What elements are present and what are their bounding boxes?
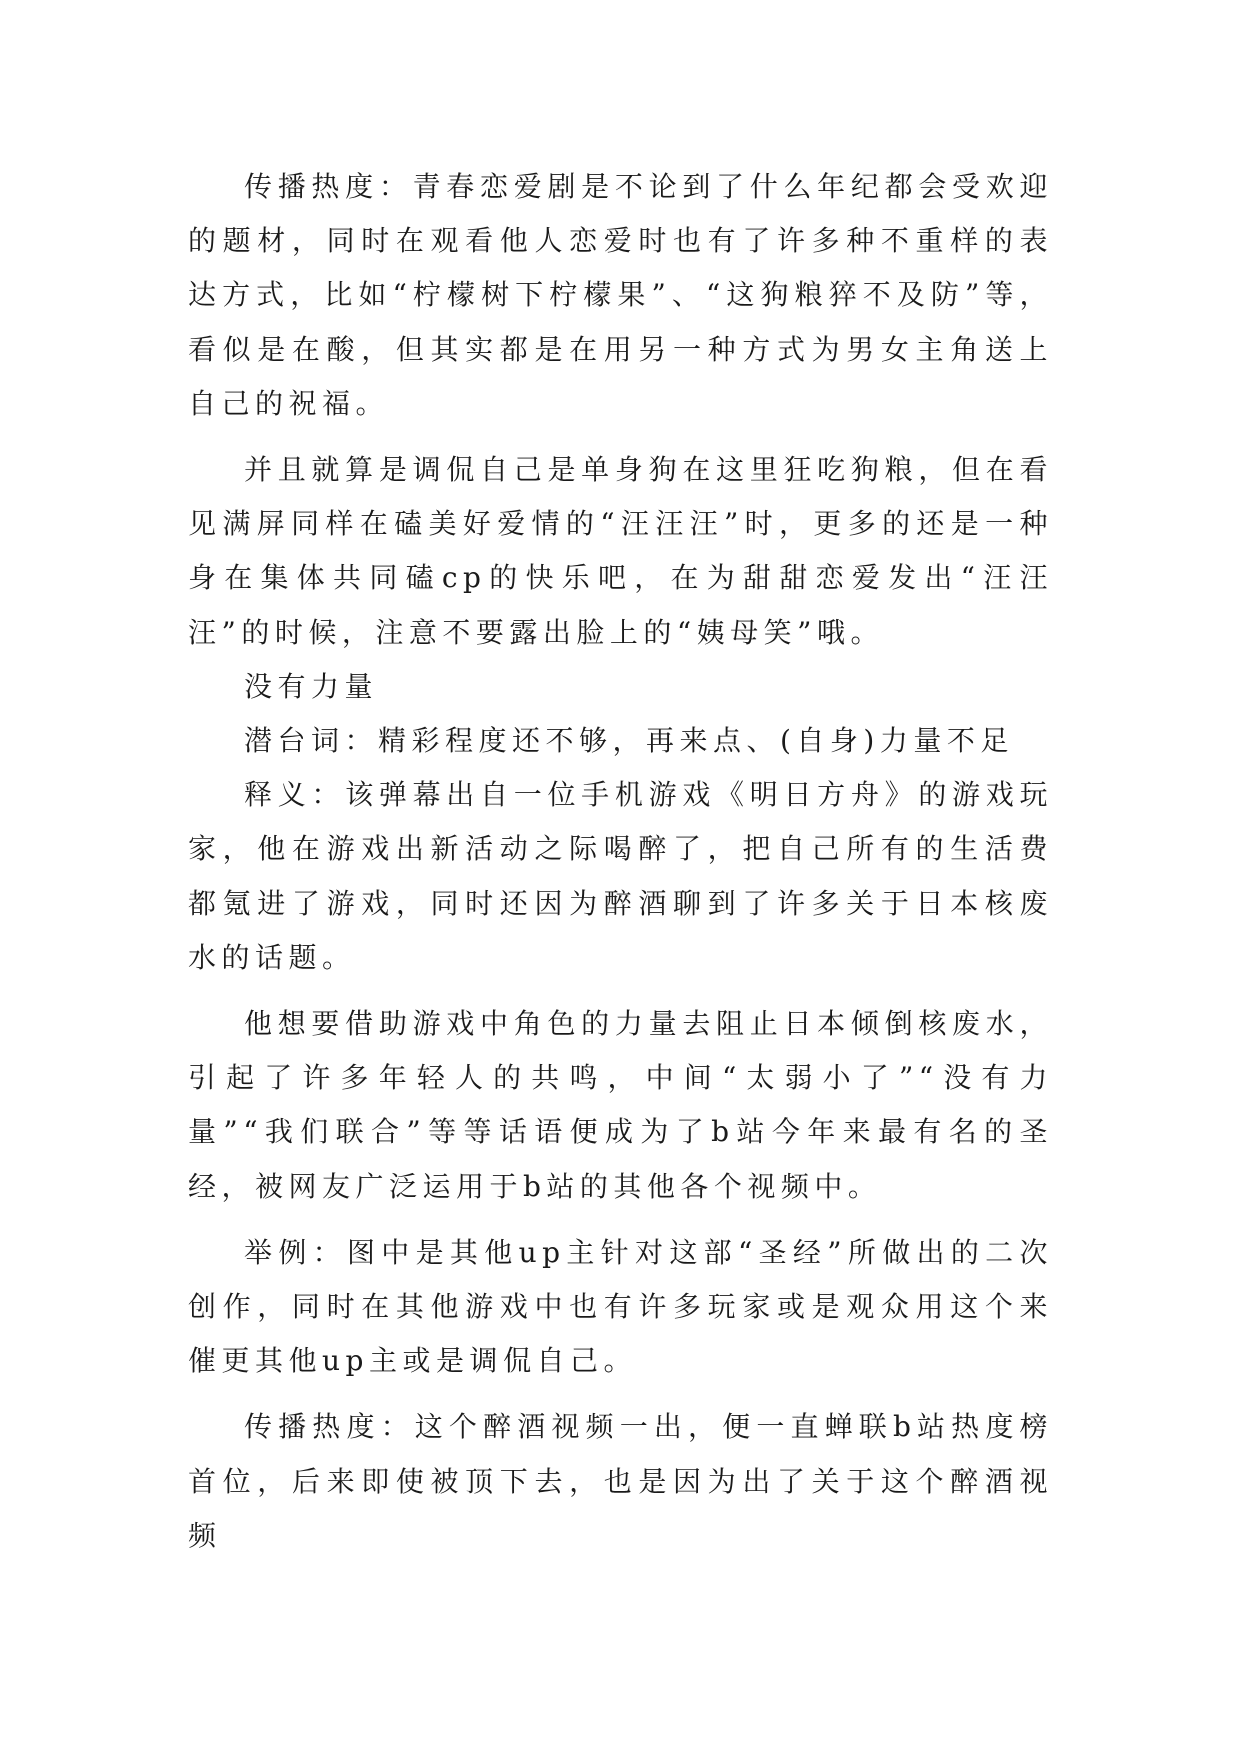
paragraph-resonance: 他想要借助游戏中角色的力量去阻止日本倾倒核废水，引起了许多年轻人的共鸣，中间“太弱小了”“没有力量”“我们联合”等等话语便成为了b站今年来最有名的圣经，被网友广泛运用于b站的其他各个视频中。 bbox=[188, 1007, 1053, 1203]
paragraph-spread-heat-video: 传播热度：这个醉酒视频一出，便一直蝉联b站热度榜首位，后来即使被顶下去，也是因为出了关于这个醉酒视频 bbox=[188, 1410, 1053, 1552]
paragraph-single-dog-joke: 并且就算是调侃自己是单身狗在这里狂吃狗粮，但在看见满屏同样在磕美好爱情的“汪汪汪”时，更多的还是一种身在集体共同磕cp的快乐吧，在为甜甜恋爱发出“汪汪汪”的时候，注意不要露出脸上的“姨母笑”哦。 bbox=[188, 453, 1053, 649]
paragraph-subtext: 潜台词：精彩程度还不够，再来点、(自身)力量不足 bbox=[244, 724, 1014, 758]
section-heading-no-power: 没有力量 bbox=[244, 669, 379, 703]
paragraph-spread-heat-romance: 传播热度：青春恋爱剧是不论到了什么年纪都会受欢迎的题材，同时在观看他人恋爱时也有了许多种不重样的表达方式，比如“柠檬树下柠檬果”、“这狗粮猝不及防”等，看似是在酸，但其实都是在用另一种方式为男女主角送上自己的祝福。 bbox=[188, 170, 1053, 420]
paragraph-example: 举例：图中是其他up主针对这部“圣经”所做出的二次创作，同时在其他游戏中也有许多玩家或是观众用这个来催更其他up主或是调侃自己。 bbox=[188, 1235, 1053, 1378]
document-page bbox=[188, 160, 1053, 1563]
paragraph-definition: 释义：该弹幕出自一位手机游戏《明日方舟》的游戏玩家，他在游戏出新活动之际喝醉了，把自己所有的生活费都氪进了游戏，同时还因为醉酒聊到了许多关于日本核废水的话题。 bbox=[188, 778, 1053, 974]
